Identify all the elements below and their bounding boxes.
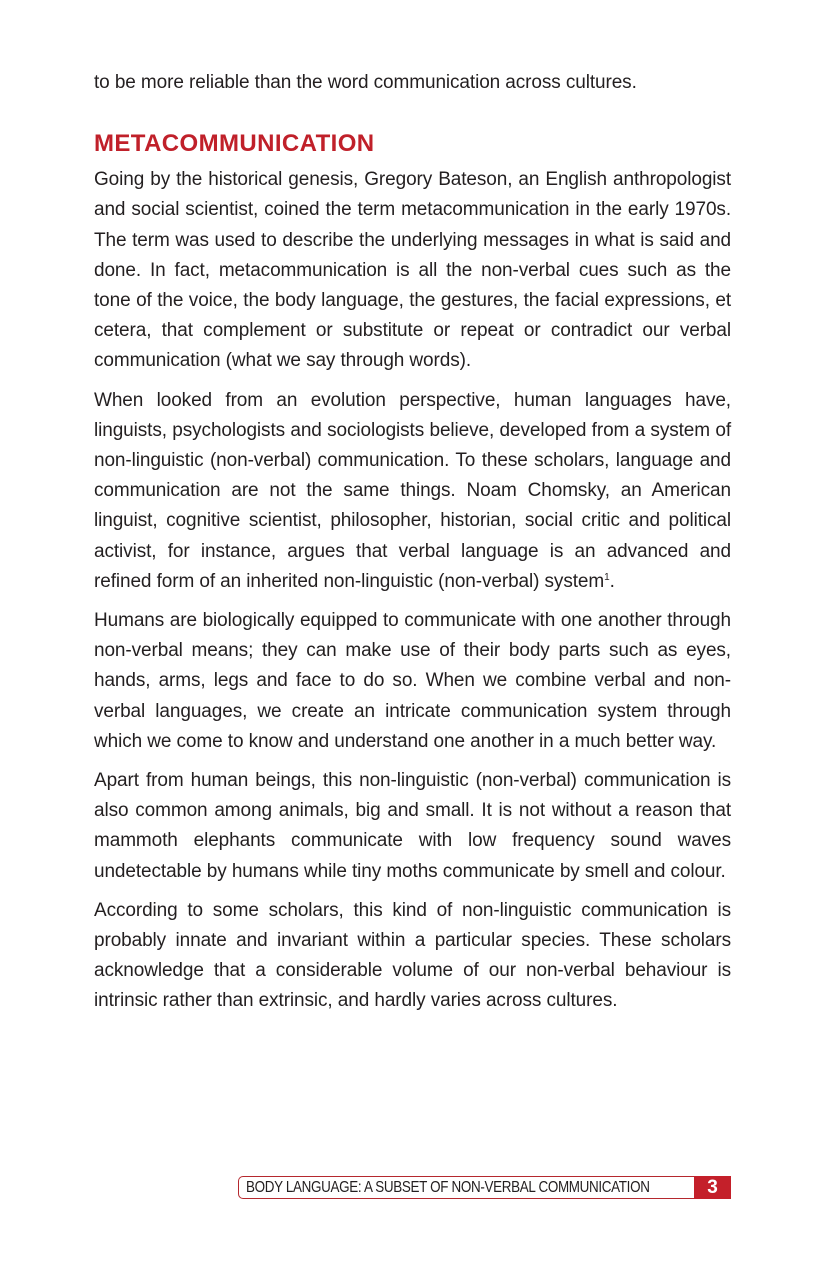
running-title-box <box>238 1176 694 1199</box>
page-number: 3 <box>707 1176 718 1198</box>
paragraph-5: According to some scholars, this kind of non-linguistic communication is probably innate and invariant within a particular species. These scholars acknowledge that a considerable volume of our non-verbal behaviour is intrinsic rather than extrinsic, and hardly varies across cultures. <box>94 899 731 1012</box>
page-body <box>94 68 731 1017</box>
lead-paragraph: to be more reliable than the word communication across cultures. <box>94 72 637 93</box>
page-number-badge <box>694 1176 731 1199</box>
footnote-reference[interactable]: 1 <box>604 571 610 583</box>
paragraph-2-trailing: . <box>609 570 615 592</box>
paragraph-2 <box>94 386 731 597</box>
paragraph-3: Humans are biologically equipped to communicate with one another through non-verbal means; they can make use of their body parts such as eyes, hands, arms, legs and face to do so. When we combine verbal and non-verbal languages, we create an intricate communication system through which we come to know and understand one another in a much better way. <box>94 610 731 752</box>
paragraph-1: Going by the historical genesis, Gregory Bateson, an English anthropologist and social scientist, coined the term metacommunication in the early 1970s. The term was used to describe the underlying messages in what is said and done. In fact, metacommunication is all the non-verbal cues such as the tone of the voice, the body language, the gestures, the facial expressions, et cetera, that complement or substitute or repeat or contradict our verbal communication (what we say through words). <box>94 169 731 372</box>
paragraph-4: Apart from human beings, this non-linguistic (non-verbal) communication is also common among animals, big and small. It is not without a reason that mammoth elephants communicate with low frequency sound waves undetectable by humans while tiny moths communicate by smell and colour. <box>94 770 731 882</box>
paragraph-2-text: When looked from an evolution perspective, human languages have, linguists, psychologists and sociologists believe, developed from a system of non-linguistic (non-verbal) communication. To these scholars, language and communication are not the same things. Noam Chomsky, an American linguist, cognitive scientist, philosopher, historian, social critic and political activist, for instance, argues that verbal language is an advanced and refined form of an inherited non-linguistic (non-verbal) system <box>94 389 731 592</box>
running-title: BODY LANGUAGE: A SUBSET OF NON-VERBAL COMMUNICATION <box>246 1178 650 1196</box>
section-heading: METACOMMUNICATION <box>94 130 375 158</box>
page-footer <box>238 1176 731 1199</box>
